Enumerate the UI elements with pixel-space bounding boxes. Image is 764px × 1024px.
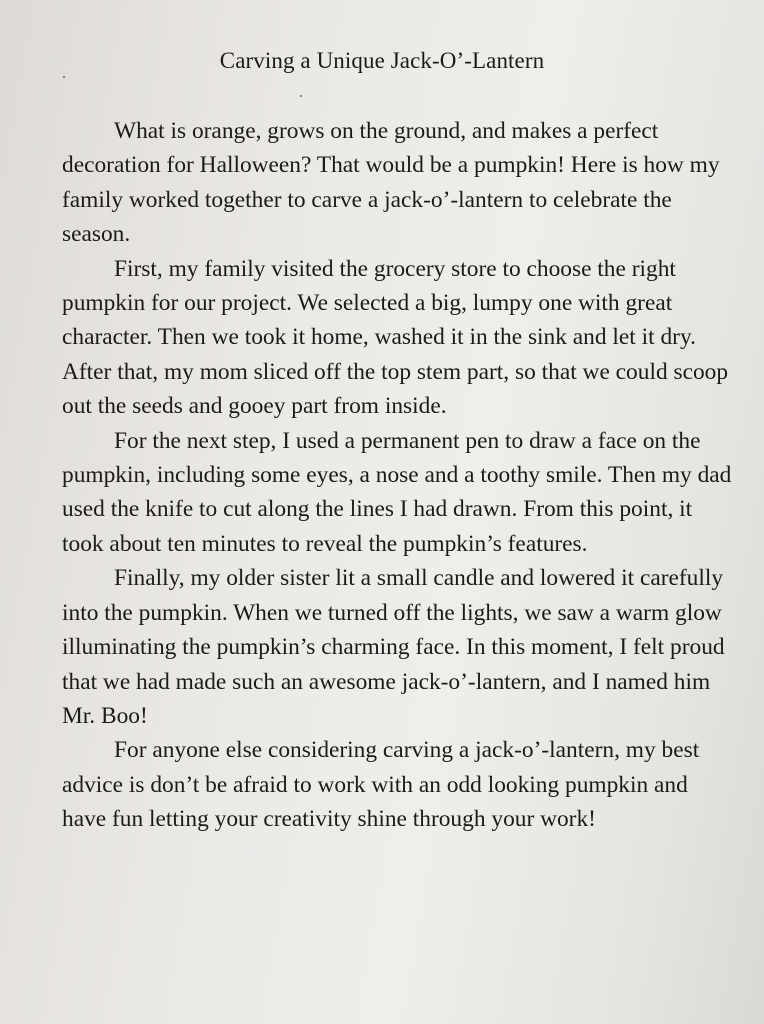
paragraph-choosing-pumpkin: First, my family visited the grocery store to choose the right pumpkin for our project. We selected a big, lumpy one with great character. Then we took it home, washed it in the sink and let it dry. After that, my mom sliced off the top stem part, so that we could scoop out the seeds and gooey part from inside. [62,255,729,420]
paragraph-lighting-candle: Finally, my older sister lit a small candle and lowered it carefully into the pumpkin. When we turned off the lights, we saw a warm glow illuminating the pumpkin’s charming face. In this moment, I felt proud that we had made such an awesome jack-o’-lantern, and I named him Mr. Boo! [62,565,725,729]
document-title: Carving a Unique Jack-O’-Lantern [219,48,545,73]
paragraph-intro: What is orange, grows on the ground, and makes a perfect decoration for Halloween? That would be a pumpkin! Here is how my family worked together to carve a jack-o’-lantern to celebrate the season. [62,118,720,248]
paragraph-advice: For anyone else considering carving a jack-o’-lantern, my best advice is don’t be afraid to work with an odd looking pumpkin and have fun letting your creativity shine through your work! [62,737,700,833]
paragraph-carving-face: For the next step, I used a permanent pen to draw a face on the pumpkin, including some eyes, a nose and a toothy smile. Then my dad used the knife to cut along the lines I had drawn. From this point, it took about ten minutes to reveal the pumpkin’s features. [62,427,732,557]
document-body [62,114,732,837]
paper-speck [63,76,65,78]
paper-speck [300,95,302,97]
